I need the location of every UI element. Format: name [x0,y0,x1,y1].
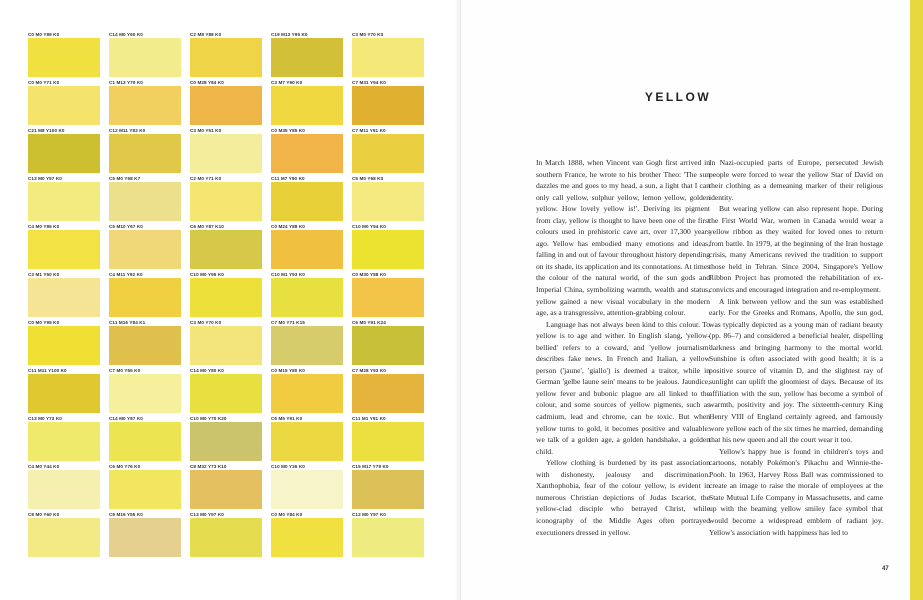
color-swatch [271,182,343,221]
color-swatch [271,278,343,317]
color-swatch-cell [190,414,262,462]
color-swatch-cell [190,510,262,558]
color-swatch-cell [352,462,424,510]
color-swatch [190,518,262,557]
color-swatch-cell [352,126,424,174]
swatch-label: C3 M0 Y51 K0 [190,128,222,133]
color-swatch-cell [271,30,343,78]
swatch-label: C10 M0 Y95 K0 [190,272,224,277]
swatch-label: C0 M0 Y89 K0 [28,32,60,37]
color-swatch [109,470,181,509]
color-swatch [109,374,181,413]
color-swatch [109,86,181,125]
color-swatch [28,422,100,461]
color-swatch-cell [271,78,343,126]
color-swatch [271,518,343,557]
color-swatch [352,422,424,461]
color-swatch-cell [190,126,262,174]
color-swatch [190,374,262,413]
color-swatch-cell [190,366,262,414]
swatch-label: C10 M0 Y36 K0 [271,464,305,469]
color-swatch [352,518,424,557]
paragraph: Language has not always been kind to this colour. To yellow is to age and wither. In English slang, 'yellow-bellied' refers to a coward, and 'yellow journalism' describes fake news. In French and Italian, a yellow person ('jaune', 'giallo') is deemed a traitor, while in German 'gelbe laune sein' means to be jealous. Jaundice, yellow fever and bubonic plague are all linked to the colour, and some sources of yellow pigments, such as cadmium, lead and chrome, can be toxic. But when yellow turns to gold, it becomes positive and valuable: we talk of a golden age, a golden handshake, a golden child. [536,319,710,456]
color-swatch-cell [28,30,100,78]
color-swatch-cell [271,270,343,318]
swatch-label: C5 M0 Y68 K0 [352,176,384,181]
color-swatch-cell [109,126,181,174]
swatch-label: C0 M0 Y95 K0 [28,320,60,325]
swatch-label: C12 M11 Y82 K0 [109,128,146,133]
swatch-label: C10 M1 Y93 K0 [271,272,305,277]
color-swatch-cell [28,366,100,414]
color-swatch [190,422,262,461]
color-swatch-cell [271,318,343,366]
color-swatch-cell [271,366,343,414]
swatch-label: C0 M0 Y71 K0 [28,80,60,85]
page-number: 47 [882,566,889,572]
color-swatch [28,518,100,557]
color-swatch [190,278,262,317]
swatch-label: C14 M0 Y60 K0 [109,32,143,37]
text-column-1 [536,157,710,538]
swatch-label: C2 M8 Y88 K0 [190,32,222,37]
color-swatch [352,38,424,77]
swatch-grid [28,30,424,558]
color-swatch-cell [190,318,262,366]
swatch-label: C2 M0 Y71 K0 [190,176,222,181]
paragraph: In Nazi-occupied parts of Europe, persecuted Jewish people were forced to wear the yellow Star of David on their clothing as a demeaning marker of their religious identity. [709,158,883,202]
swatch-label: C11 M7 Y90 K0 [271,176,305,181]
color-swatch-cell [271,222,343,270]
color-swatch-cell [352,222,424,270]
color-swatch [352,326,424,365]
color-swatch-cell [109,318,181,366]
color-swatch-cell [190,30,262,78]
swatch-label: C7 M0 Y55 K0 [109,368,141,373]
color-swatch [190,38,262,77]
color-swatch-cell [190,270,262,318]
chapter-title: YELLOW [644,90,712,104]
swatch-label: C3 M0 Y70 K0 [190,320,222,325]
color-swatch-cell [109,510,181,558]
color-swatch [352,134,424,173]
color-swatch [352,182,424,221]
color-swatch-cell [352,78,424,126]
color-swatch [28,470,100,509]
color-swatch-cell [109,78,181,126]
color-swatch [271,230,343,269]
swatch-label: C6 M0 Y76 K0 [109,464,141,469]
swatch-label: C8 M32 Y73 K10 [190,464,227,469]
color-swatch-cell [109,462,181,510]
color-swatch [271,374,343,413]
swatch-label: C12 M0 Y97 K0 [352,512,386,517]
swatch-label: C11 M11 Y100 K0 [28,368,67,373]
paragraph: Yellow clothing is burdened by its past association with dishonesty, jealousy and discrimination. Xanthophobia, fear of the colour yellow, is evident in numerous Christian depictions of Judas Iscariot, the yellow-clad disciple who betrayed Christ, while iconography of the Middle Ages often portrayed executioners dressed in yellow. [536,458,710,537]
left-page-swatches [0,0,460,600]
swatch-label: C5 M10 Y67 K0 [109,224,143,229]
swatch-label: C10 M0 Y70 K20 [190,416,227,421]
swatch-label: C13 M0 Y57 K0 [28,176,62,181]
color-swatch [271,86,343,125]
swatch-label: C0 M15 Y80 K0 [271,368,305,373]
color-swatch-cell [352,318,424,366]
color-swatch [109,422,181,461]
color-swatch-cell [190,462,262,510]
color-swatch [109,230,181,269]
swatch-label: C8 M0 Y60 K0 [28,512,60,517]
swatch-label: C19 M13 Y95 K0 [271,32,308,37]
color-swatch [28,374,100,413]
color-swatch [28,182,100,221]
swatch-label: C3 M1 Y50 K0 [28,272,60,277]
paragraph: But wearing yellow can also represent hope. During the First World War, women in Canada would wear a yellow ribbon as they waited for loved ones to return from battle. In 1979, at the beginning of the Iran hostage crisis, many Americans revived the tradition to support those held in Tehran. Since 2004, Singapore's Yellow Ribbon Project has promoted the rehabilitation of ex-convicts and encouraged integration and re-employment. [709,204,883,295]
paragraph: In March 1888, when Vincent van Gogh first arrived in southern France, he wrote to his brother Theo: 'The sun dazzles me and goes to my head, a sun, a light that I can only call yellow, sulphur yellow, lemon yellow, golden yellow. How lovely yellow is!'. Deriving its pigment from clay, yellow is thought to have been one of the first colours used in prehistoric cave art, over 17,300 years ago. Yellow has embodied many emotions and ideas, falling in and out of favour throughout history depending on its shade, its application and its connotations. At times the colour of the natural world, of the sun gods and Imperial China, symbolizing warmth, wealth and status, yellow gained a new visual vocabulary in the modern age, as a transgressive, attention-grabbing colour. [536,158,710,318]
swatch-label: C10 M0 Y94 K0 [352,224,386,229]
color-swatch [190,326,262,365]
swatch-label: C4 M11 Y92 K0 [109,272,143,277]
swatch-label: C0 M30 Y88 K0 [352,272,386,277]
swatch-label: C6 M5 Y91 K0 [271,416,303,421]
color-swatch-cell [271,126,343,174]
color-swatch [190,182,262,221]
color-swatch [28,278,100,317]
color-swatch [271,470,343,509]
color-swatch-cell [352,174,424,222]
swatch-label: C7 M28 Y93 K0 [352,368,386,373]
color-swatch-cell [109,222,181,270]
color-swatch [109,134,181,173]
swatch-label: C15 M17 Y79 K0 [352,464,389,469]
color-swatch-cell [190,222,262,270]
color-swatch [28,38,100,77]
color-swatch [28,230,100,269]
swatch-label: C1 M13 Y70 K0 [109,80,143,85]
color-swatch-cell [109,174,181,222]
swatch-label: C4 M0 Y44 K0 [28,464,60,469]
color-swatch-cell [109,30,181,78]
color-swatch [352,374,424,413]
color-swatch-cell [190,174,262,222]
color-swatch-cell [28,78,100,126]
color-swatch-cell [109,270,181,318]
swatch-label: C0 M28 Y84 K0 [190,80,224,85]
paragraph: A link between yellow and the sun was established early. For the Greeks and Romans, Apollo, the sun god, was typically depicted as a young man of radiant beauty (pp. 86–7) and considered a beneficial healer, dispelling darkness and bringing harmony to the mortal world. Sunshine is often associated with good health; it is a positive source of vitamin D, and the slightest ray of sunlight can uplift the gloomiest of days. Because of its affiliation with the sun, yellow has become a symbol of warmth, positivity and joy. The sixteenth-century King Henry VIII of England certainly agreed, and famously wore yellow each of the six times he married, demanding that his new queen and all the court wear it too. [709,296,883,445]
swatch-label: C7 M31 Y94 K0 [352,80,386,85]
swatch-label: C11 M1 Y91 K0 [352,416,386,421]
color-swatch-cell [271,462,343,510]
color-swatch [28,86,100,125]
swatch-label: C0 M24 Y88 K0 [271,224,305,229]
color-swatch [109,518,181,557]
swatch-label: C6 M0 Y91 K24 [352,320,386,325]
color-swatch-cell [28,126,100,174]
color-swatch-cell [109,414,181,462]
color-swatch-cell [28,222,100,270]
swatch-label: C13 M0 Y73 K0 [28,416,62,421]
swatch-label: C21 M8 Y100 K0 [28,128,65,133]
color-swatch [109,278,181,317]
color-swatch [271,134,343,173]
color-swatch-cell [352,30,424,78]
color-swatch-cell [109,366,181,414]
swatch-label: C9 M16 Y55 K0 [109,512,143,517]
color-swatch-cell [271,174,343,222]
color-swatch-cell [271,510,343,558]
color-swatch [352,278,424,317]
color-swatch [271,422,343,461]
color-swatch-cell [352,414,424,462]
swatch-label: C3 M0 Y70 K0 [352,32,384,37]
color-swatch [109,38,181,77]
color-swatch-cell [190,78,262,126]
color-swatch-cell [28,270,100,318]
color-swatch [352,86,424,125]
swatch-label: C11 M16 Y84 K1 [109,320,146,325]
paragraph: Yellow's happy hue is found in children's toys and cartoons, notably Pokémon's Pikachu and Winnie-the-Pooh. In 1963, Harvey Ross Ball was commissioned to create an image to raise the morale of employees at the State Mutual Life Company in Massachusetts, and came up with the beaming yellow smiley face symbol that would become a widespread emblem of radiant joy. Yellow's association with happiness has led to [709,446,883,537]
color-swatch [109,182,181,221]
color-swatch-cell [271,414,343,462]
color-swatch [271,326,343,365]
color-swatch-cell [352,510,424,558]
color-swatch [28,326,100,365]
swatch-label: C5 M0 Y58 K7 [109,176,141,181]
color-swatch [190,230,262,269]
swatch-label: C13 M0 Y97 K0 [190,512,224,517]
text-column-2 [709,157,883,538]
swatch-label: C4 M0 Y86 K0 [28,224,60,229]
color-swatch-cell [352,270,424,318]
color-swatch [190,134,262,173]
yellow-edge-strip [910,0,923,600]
swatch-label: C14 M0 Y80 K0 [190,368,224,373]
swatch-label: C6 M0 Y87 K10 [190,224,224,229]
swatch-label: C3 M7 Y90 K0 [271,80,303,85]
color-swatch [109,326,181,365]
swatch-label: C7 M11 Y91 K0 [352,128,386,133]
swatch-label: C0 M0 Y84 K0 [271,512,303,517]
color-swatch-cell [28,510,100,558]
swatch-label: C7 M0 Y71 K15 [271,320,305,325]
color-swatch-cell [28,414,100,462]
color-swatch-cell [352,366,424,414]
color-swatch [190,470,262,509]
color-swatch [352,470,424,509]
color-swatch [271,38,343,77]
color-swatch [28,134,100,173]
color-swatch-cell [28,174,100,222]
color-swatch [190,86,262,125]
color-swatch-cell [28,318,100,366]
color-swatch [352,230,424,269]
swatch-label: C14 M0 Y87 K0 [109,416,143,421]
swatch-label: C0 M35 Y85 K0 [271,128,305,133]
color-swatch-cell [28,462,100,510]
